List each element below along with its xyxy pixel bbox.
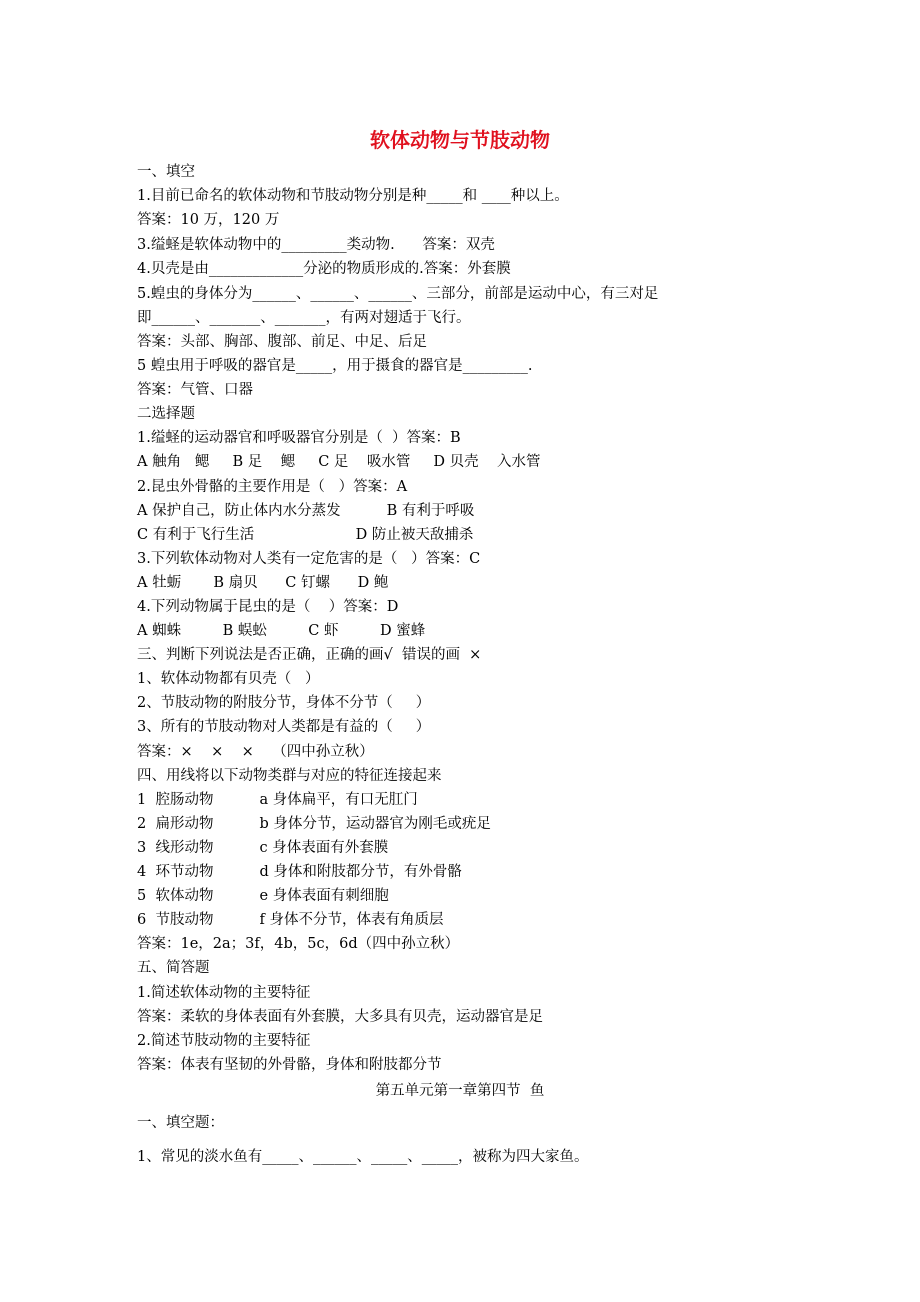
text-line: 答案：体表有坚韧的外骨骼，身体和附肢都分节 (137, 1057, 442, 1073)
text-line: 2、节肢动物的附肢分节，身体不分节（ ） (137, 695, 431, 711)
text-line: 答案：× × × （四中孙立秋） (137, 744, 374, 760)
text-line: 四、用线将以下动物类群与对应的特征连接起来 (137, 768, 442, 784)
text-line: 答案：柔软的身体表面有外套膜，大多具有贝壳，运动器官是足 (137, 1009, 543, 1025)
text-line: 1.目前已命名的软体动物和节肢动物分别是种_____和 ____种以上。 (137, 188, 569, 204)
text-line: 答案：10 万，120 万 (137, 212, 280, 228)
text-line: 5 蝗虫用于呼吸的器官是_____，用于摄食的器官是_________. (137, 358, 533, 374)
text-line: 4.贝壳是由_____________分泌的物质形成的.答案：外套膜 (137, 261, 511, 277)
text-line: 3.缢蛏是软体动物中的_________类动物. 答案：双壳 (137, 237, 495, 253)
text-line: 即______、_______、_______，有两对翅适于飞行。 (137, 310, 471, 326)
text-line: 2.昆虫外骨骼的主要作用是（ ）答案：A (137, 479, 408, 495)
text-line: 4 环节动物 d 身体和附肢都分节，有外骨骼 (137, 864, 462, 880)
text-line: 3 线形动物 c 身体表面有外套膜 (137, 840, 389, 856)
text-line: 一、填空题： (137, 1115, 224, 1131)
text-line: 6 节肢动物 f 身体不分节，体表有角质层 (137, 912, 444, 928)
text-line: 一、填空 (137, 164, 195, 180)
text-line: 五、简答题 (137, 960, 210, 976)
text-line: 5 软体动物 e 身体表面有刺细胞 (137, 888, 389, 904)
text-line: 1、常见的淡水鱼有_____、______、_____、_____，被称为四大家鱼。 (137, 1149, 589, 1165)
text-line: 答案：头部、胸部、腹部、前足、中足、后足 (137, 334, 427, 350)
text-line: 1.简述软体动物的主要特征 (137, 985, 311, 1001)
text-line: 5.蝗虫的身体分为______、______、______、三部分，前部是运动中心，有三对足 (137, 286, 659, 302)
text-line: 2 扁形动物 b 身体分节，运动器官为刚毛或疣足 (137, 816, 491, 832)
text-line: 3.下列软体动物对人类有一定危害的是（ ）答案：C (137, 551, 481, 567)
text-line: 答案：1e，2a；3f，4b，5c，6d（四中孙立秋） (137, 936, 460, 952)
text-line: 答案：气管、口器 (137, 382, 253, 398)
text-line: 1.缢蛏的运动器官和呼吸器官分别是（ ）答案：B (137, 430, 461, 446)
text-line: A 蜘蛛 B 蜈蚣 C 虾 D 蜜蜂 (137, 623, 426, 639)
text-line: 二选择题 (137, 406, 195, 422)
section-title: 第五单元第一章第四节 鱼 (375, 1083, 545, 1099)
text-line: 2.简述节肢动物的主要特征 (137, 1033, 311, 1049)
text-line: 1、软体动物都有贝壳（ ） (137, 671, 320, 687)
text-line: 4.下列动物属于昆虫的是（ ）答案：D (137, 599, 399, 615)
text-line: A 保护自己，防止体内水分蒸发 B 有利于呼吸 (137, 503, 475, 519)
text-line: 三、判断下列说法是否正确，正确的画√ 错误的画 × (137, 647, 482, 663)
text-line: A 触角 鳃 B 足 鳃 C 足 吸水管 D 贝壳 入水管 (137, 454, 541, 470)
text-line: 3、所有的节肢动物对人类都是有益的（ ） (137, 719, 431, 735)
text-line: 1 腔肠动物 a 身体扁平，有口无肛门 (137, 792, 418, 808)
text-line: C 有利于飞行生活 D 防止被天敌捕杀 (137, 527, 474, 543)
text-line: A 牡蛎 B 扇贝 C 钉螺 D 鲍 (137, 575, 389, 591)
page-title: 软体动物与节肢动物 (370, 128, 550, 152)
